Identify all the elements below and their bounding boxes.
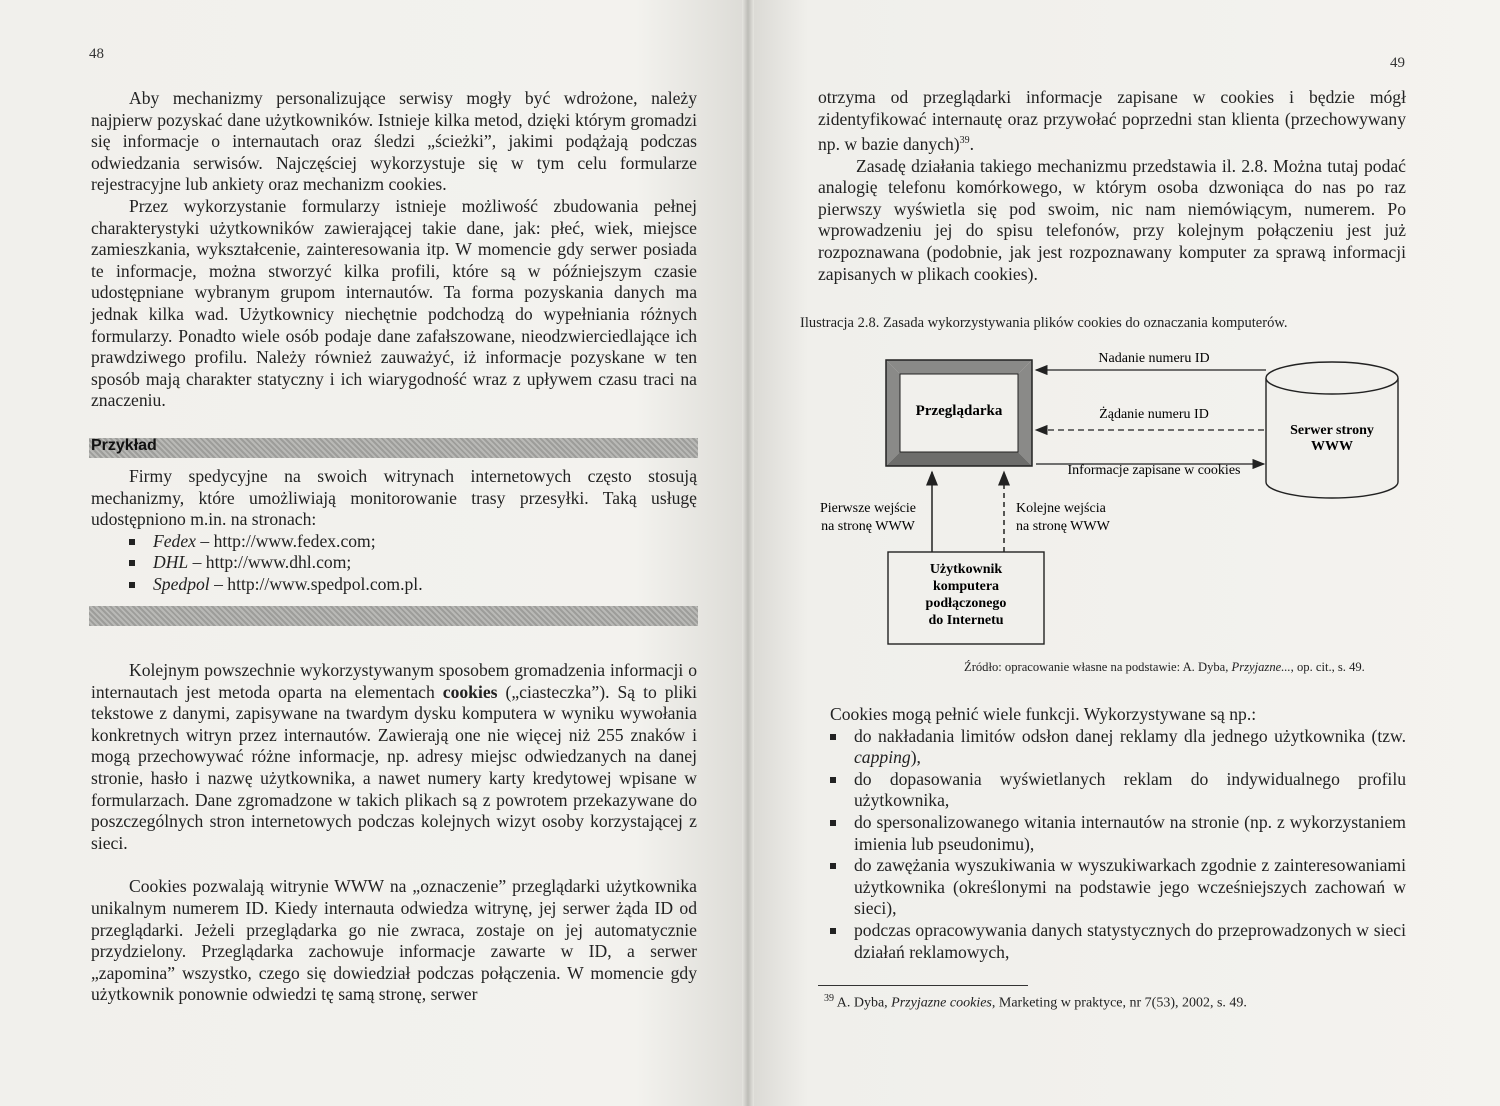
example-text: Firmy spedycyjne na swoich witrynach internetowych często stosują mechanizmy, które umożliwiają monitorowanie trasy przesyłki. Taką usługę udostępniono m.in. na stronach: (91, 466, 697, 530)
page-number-right: 49 (1390, 55, 1405, 71)
list-item: do spersonalizowanego witania internautów na stronie (np. z wykorzystaniem imienia lub pseudonimu), (830, 812, 1406, 855)
paragraph-cookies: Kolejnym powszechnie wykorzystywanym sposobem gromadzenia informacji o internautach jest metoda oparta na elementach cookies („ciasteczka”). Są to pliki tekstowe z danymi, zapisywane na twardym dysku komputera w wyniku wywołania konkretnych witryn przez internautów. Zawierają one nie więcej niż 255 znaków i mogą przechowywać różne informacje, np. adresy miejsc odwiedzanych na danej stronie, hasło i nazwę użytkownika, a nawet numery karty kredytowej wpisane w formularzach. Dane zgromadzone w takich plikach są z powrotem przekazywane do poszczególnych stron internetowych podczas kolejnych wizyt osoby korzystającej z sieci. (91, 660, 698, 853)
bullet-square-icon (129, 539, 135, 545)
server-label-line1: Serwer strony (1290, 423, 1374, 438)
paragraph-personalization: Aby mechanizmy personalizujące serwisy mogły być wdrożone, należy najpierw pozyskać dane użytkowników. Istnieje kilka metod, dzięki którym gromadzi się informacje o internautach oraz śledzi „ścieżki”, jakimi podążają podczas odwiedzania serwisów. Najczęściej wykorzystuje się w tym celu formularze rejestracyjne lub ankiety oraz mechanizm cookies. (91, 88, 697, 195)
right-text-top (818, 87, 1406, 285)
first-entry-line1: Pierwsze wejście (819, 501, 917, 516)
right-page (748, 0, 1500, 1106)
user-box (888, 552, 1044, 644)
bullet-square-icon (830, 734, 836, 740)
next-entries-line1: Kolejne wejścia (1016, 501, 1106, 516)
arrow-request-label: Żądanie numeru ID (1099, 407, 1209, 422)
example-block (91, 466, 697, 596)
example-list (129, 531, 697, 596)
bullet-square-icon (830, 820, 836, 826)
user-label-line2: komputera (932, 579, 1000, 594)
paragraph-cookies-id: Cookies pozwalają witrynie WWW na „oznaczenie” przeglądarki użytkownika unikalnym numerem ID. Kiedy internauta odwiedza witrynę, jej serwer żąda ID od przeglądarki. Jeżeli przeglądarka go nie zwraca, zostaje on jej automatycznie przydzielony. Przeglądarka zachowuje informacje zawarte w ID, a serwer „zapomina” wszystko, czego się dowiedział podczas połączenia. W momencie gdy użytkownik ponownie odwiedzi tę samą stronę, serwer (91, 876, 697, 1005)
bullet-square-icon (129, 560, 135, 566)
bullet-square-icon (830, 928, 836, 934)
paragraph-mechanism: Zasadę działania takiego mechanizmu przedstawia il. 2.8. Można tutaj podać analogię telefonu komórkowego, w którym osoba dzwoniąca do nas po raz pierwszy wyświetla się pod swoim, nic nam niemówiącym, numerem. Po wprowadzeniu jej do spisu telefonów, przy kolejnym połączeniu jest już rozpoznawana (podobnie, jak jest rozpoznawany komputer za sprawą informacji zapisanych w plikach cookies). (818, 155, 1406, 284)
user-label-line4: do Internetu (928, 613, 1004, 628)
list-item: Spedpol – http://www.spedpol.com.pl. (129, 574, 697, 596)
paragraph-continuation: otrzyma od przeglądarki informacje zapisane w cookies i będzie mógł zidentyfikować internautę oraz przywołać poprzedni stan klienta (przechowywany np. w bazie danych)$^{39}$. (818, 87, 1406, 155)
list-item: do nakładania limitów odsłon danej reklamy dla jednego użytkownika (tzw. capping), (830, 726, 1406, 769)
user-label-line1: Użytkownik (929, 562, 1003, 577)
figure-caption: Ilustracja 2.8. Zasada wykorzystywania plików cookies do oznaczania komputerów. (800, 315, 1288, 331)
example-header-bar (89, 438, 698, 458)
left-page (0, 0, 748, 1106)
bullet-square-icon (129, 582, 135, 588)
list-item: DHL – http://www.dhl.com; (129, 552, 697, 574)
list-intro: Cookies mogą pełnić wiele funkcji. Wykorzystywane są np.: (830, 704, 1257, 724)
footnote-ref: 39 (959, 135, 970, 147)
list-item: do dopasowania wyświetlanych reklam do indywidualnego profilu użytkownika, (830, 769, 1406, 812)
page-number-left: 48 (89, 46, 104, 62)
cookie-functions-list (830, 726, 1406, 964)
bullet-square-icon (830, 863, 836, 869)
user-label-line3: podłączonego (925, 596, 1007, 611)
list-item: do zawężania wyszukiwania w wyszukiwarkach zgodnie z zainteresowaniami użytkownika (określonymi na podstawie jego wcześniejszych zachowań w sieci), (830, 855, 1406, 920)
example-label: Przykład (91, 437, 157, 454)
first-entry-line2: na stronę WWW (821, 519, 915, 534)
arrow-assign-label: Nadanie numeru ID (1098, 351, 1210, 366)
book-gutter (742, 0, 754, 1106)
list-item: Fedex – http://www.fedex.com; (129, 531, 697, 553)
bullet-square-icon (830, 777, 836, 783)
next-entries-line2: na stronę WWW (1016, 519, 1110, 534)
example-footer-bar (89, 606, 698, 626)
list-item: podczas opracowywania danych statystycznych do przeprowadzonych w sieci działań reklamowych, (830, 920, 1406, 963)
paragraph-forms: Przez wykorzystanie formularzy istnieje możliwość zbudowania pełnej charakterystyki użytkowników zawierającej takie dane, jak: płeć, wiek, miejsce zamieszkania, wykształcenie, zainteresowania itp. W momencie gdy serwer posiada te informacje, można stworzyć kilka profili, które są w późniejszym czasie udostępniane wybranym grupom internautów. Ta forma pozyskania danych ma jednak kilka wad. Użytkownicy niechętnie podchodzą do wypełniania różnych formularzy. Ponadto wiele osób podaje dane zafałszowane, nieodzwierciedlające ich prawdziwego profilu. Należy również zauważyć, iż informacje pozyskane w ten sposób mają charakter statyczny i ich wiarygodność wraz z upływem czasu traci na znaczeniu. (91, 195, 697, 411)
footnote: $^{39}$ A. Dyba, Przyjazne cookies, Marketing w praktyce, nr 7(53), 2002, s. 49. (824, 993, 1247, 1011)
left-text-top (91, 88, 697, 412)
browser-box (886, 360, 1032, 466)
server-label-line2: WWW (1311, 439, 1353, 454)
right-text-list (830, 704, 1406, 963)
browser-label: Przeglądarka (915, 403, 1003, 419)
server-cylinder (1266, 362, 1398, 498)
cookies-diagram (808, 340, 1408, 658)
left-text-bottom (91, 660, 697, 1006)
arrow-info-label: Informacje zapisane w cookies (1067, 463, 1241, 478)
figure-source: Źródło: opracowanie własne na podstawie: A. Dyba, Przyjazne..., op. cit., s. 49. (964, 660, 1365, 674)
footnote-rule (818, 985, 1028, 986)
